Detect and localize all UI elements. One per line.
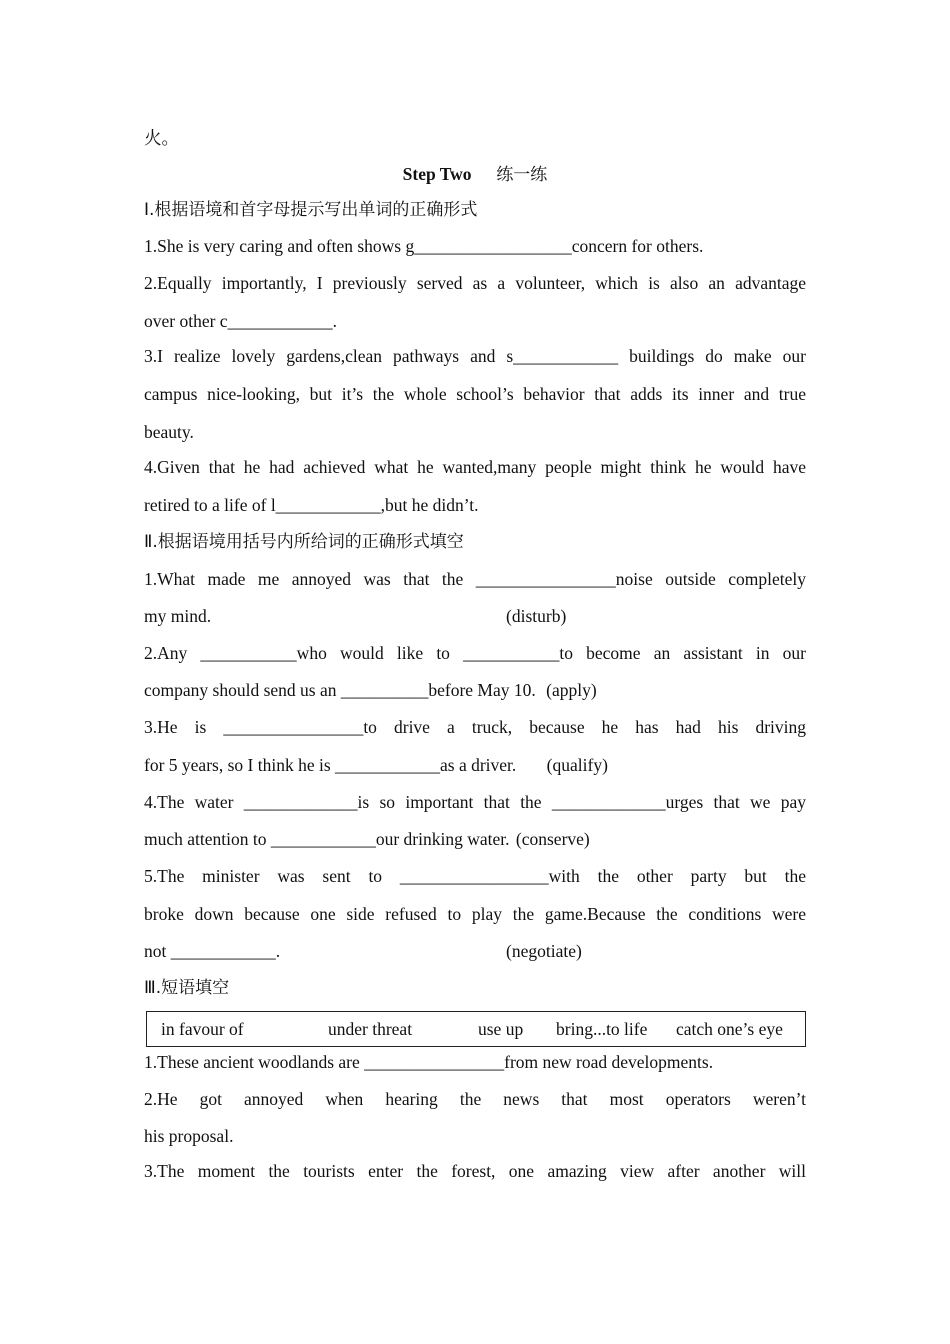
phrase-bank (146, 1011, 806, 1047)
section1-line: 1.She is very caring and often shows g__________________concern for others. (144, 236, 704, 256)
section2-text: company should send us an __________before May 10. (144, 680, 536, 700)
section3-line: 3.The moment the tourists enter the forest, one amazing view after another will (144, 1161, 806, 1181)
section3-line: his proposal. (144, 1126, 234, 1146)
section2-line (144, 939, 806, 963)
word-hint: (conserve) (515, 829, 590, 849)
section3-line: 2.He got annoyed when hearing the news that most operators weren’t (144, 1089, 806, 1109)
section2-text: not ____________. (144, 941, 281, 961)
section2-line: 2.Any ___________who would like to ___________to become an assistant in our (144, 643, 806, 663)
section1-line: 2.Equally importantly, I previously served as a volunteer, which is also an advantage (144, 273, 806, 293)
phrase-item: use up (478, 1019, 524, 1039)
phrase-item: in favour of (161, 1019, 244, 1039)
phrase-item: under threat (328, 1019, 413, 1039)
word-hint: (qualify) (546, 755, 608, 775)
word-hint: (disturb) (506, 606, 567, 626)
section1-line: 3.I realize lovely gardens,clean pathways and s____________ buildings do make our (144, 346, 806, 366)
section3-heading: Ⅲ.短语填空 (144, 978, 230, 998)
section2-line: 5.The minister was sent to _________________with the other party but the (144, 866, 806, 886)
section2-text: much attention to ____________our drinking water. (144, 829, 510, 849)
word-hint: (apply) (546, 680, 597, 700)
section2-text: for 5 years, so I think he is ____________as a driver. (144, 755, 517, 775)
word-hint: (negotiate) (506, 941, 582, 961)
section2-line (144, 753, 806, 777)
step-title-cn: 练一练 (496, 165, 548, 185)
section1-line: beauty. (144, 422, 194, 442)
section1-line: over other c____________. (144, 311, 337, 331)
step-title-en: Step Two (402, 164, 472, 184)
section2-line (144, 678, 806, 702)
phrase-item: catch one’s eye (676, 1019, 783, 1039)
section2-line (144, 827, 806, 851)
section1-line: retired to a life of l____________,but he didn’t. (144, 495, 479, 515)
section2-line: 4.The water _____________is so important that the _____________urges that we pay (144, 792, 806, 812)
phrase-item: bring...to life (556, 1019, 648, 1039)
section1-line: campus nice-looking, but it’s the whole school’s behavior that adds its inner and true (144, 384, 806, 404)
top-fragment: 火。 (144, 128, 179, 148)
section2-line: broke down because one side refused to play the game.Because the conditions were (144, 904, 806, 924)
section2-text: my mind. (144, 606, 212, 626)
section1-line: 4.Given that he had achieved what he wanted,many people might think he would have (144, 457, 806, 477)
step-title (144, 162, 806, 187)
section3-line: 1.These ancient woodlands are ________________from new road developments. (144, 1052, 714, 1072)
section2-line: 1.What made me annoyed was that the ________________noise outside completely (144, 569, 806, 589)
section2-line: 3.He is ________________to drive a truck, because he has had his driving (144, 717, 806, 737)
section2-line (144, 604, 806, 628)
section1-heading: Ⅰ.根据语境和首字母提示写出单词的正确形式 (144, 200, 478, 220)
section2-heading: Ⅱ.根据语境用括号内所给词的正确形式填空 (144, 532, 464, 552)
